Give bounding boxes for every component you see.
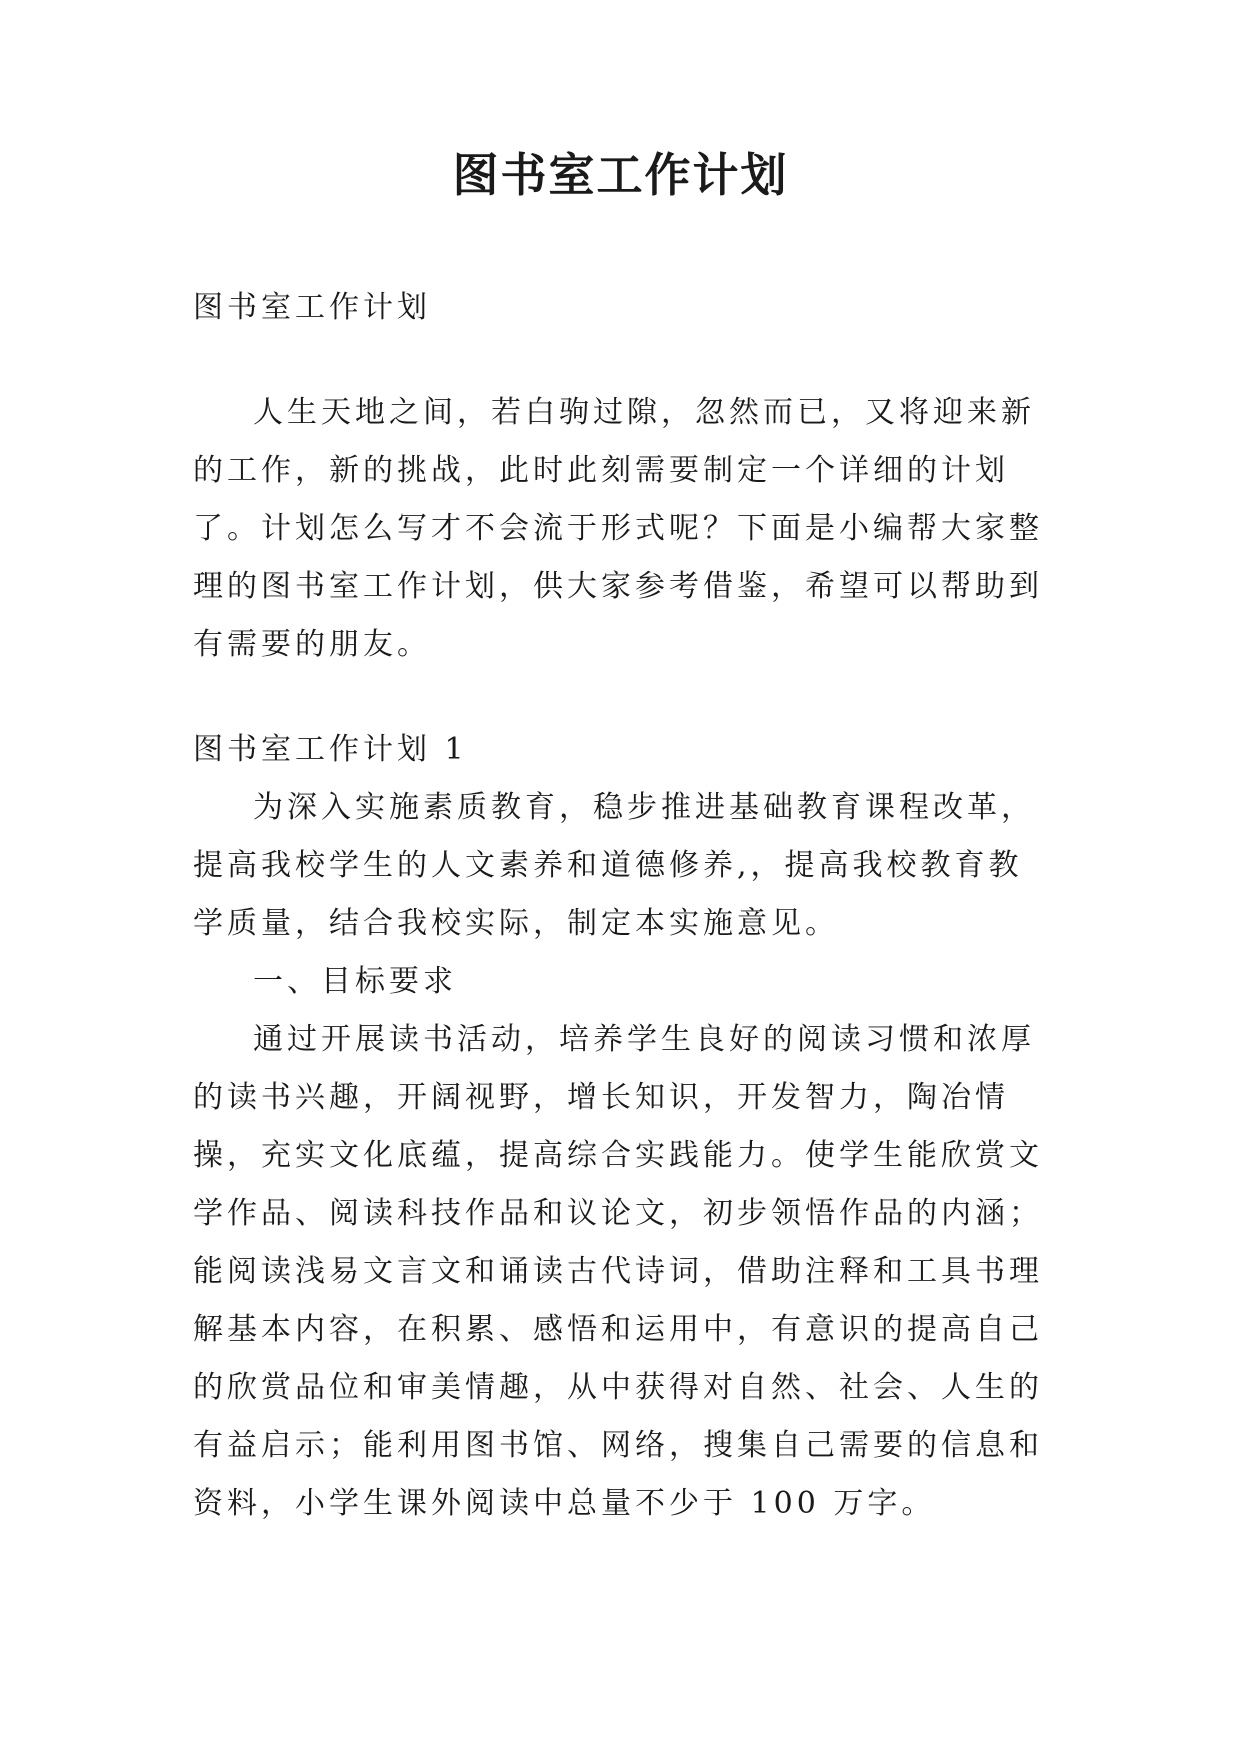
section-paragraph: 为深入实施素质教育，稳步推进基础教育课程改革，提高我校学生的人文素养和道德修养,，提高我校教育教学质量，结合我校实际，制定本实施意见。 <box>193 790 1035 941</box>
section-heading: 图书室工作计划 1 <box>193 732 468 767</box>
document-title: 图书室工作计划 <box>452 148 789 202</box>
intro-paragraph: 人生天地之间，若白驹过隙，忽然而已，又将迎来新的工作，新的挑战，此时此刻需要制定一个详细的计划了。计划怎么写才不会流于形式呢？下面是小编帮大家整理的图书室工作计划，供大家参考借鉴，希望可以帮助到有需要的朋友。 <box>193 395 1043 662</box>
document-body <box>193 288 1053 1533</box>
section-paragraph: 通过开展读书活动，培养学生良好的阅读习惯和浓厚的读书兴趣，开阔视野，增长知识，开发智力，陶冶情操，充实文化底蕴，提高综合实践能力。使学生能欣赏文学作品、阅读科技作品和议论文，初步领悟作品的内涵；能阅读浅易文言文和诵读古代诗词，借助注释和工具书理解基本内容，在积累、感悟和运用中，有意识的提高自己的欣赏品位和审美情趣，从中获得对自然、社会、人生的有益启示；能利用图书馆、网络，搜集自己需要的信息和资料，小学生课外阅读中总量不少于 100 万字。 <box>193 1022 1043 1521</box>
document-subtitle: 图书室工作计划 <box>193 290 431 325</box>
section-subheading: 一、目标要求 <box>253 964 457 999</box>
